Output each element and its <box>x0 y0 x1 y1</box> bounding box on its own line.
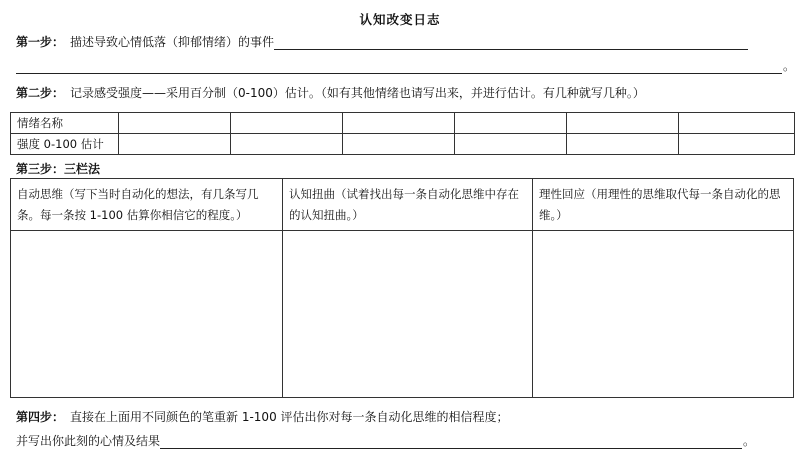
column-rational-response <box>533 179 793 397</box>
intensity-cell[interactable] <box>567 134 679 155</box>
step1-end-mark: 。 <box>783 59 796 73</box>
automatic-thoughts-area[interactable] <box>11 231 282 397</box>
step1-answer-line-2[interactable] <box>16 59 782 74</box>
column-header-cognitive-distortions: 认知扭曲（试着找出每一条自动化思维中存在的认知扭曲。） <box>283 179 532 231</box>
step4-row <box>16 408 509 425</box>
step3-row <box>16 160 106 177</box>
step2-row <box>16 84 645 101</box>
step4-text: 直接在上面用不同颜色的笔重新 1-100 评估出你对每一条自动化思维的相信程度； <box>70 410 509 424</box>
page-title: 认知改变日志 <box>359 12 441 27</box>
rational-response-area[interactable] <box>533 231 793 397</box>
emotion-name-cell[interactable] <box>343 113 455 134</box>
column-cognitive-distortions <box>283 179 533 397</box>
step1-row-2 <box>16 57 795 74</box>
intensity-label: 强度 0-100 估计 <box>11 134 119 155</box>
emotion-name-label: 情绪名称 <box>11 113 119 134</box>
intensity-cell[interactable] <box>679 134 795 155</box>
emotion-name-cell[interactable] <box>119 113 231 134</box>
intensity-row <box>11 134 795 155</box>
intensity-cell[interactable] <box>119 134 231 155</box>
step4-answer-line[interactable] <box>160 434 742 449</box>
step2-text: 记录感受强度——采用百分制（0-100）估计。（如有其他情绪也请写出来，并进行估计。有几种就写几种。） <box>70 86 645 100</box>
step3-label: 第三步：三栏法 <box>16 162 101 176</box>
step2-label: 第二步： <box>16 86 65 100</box>
step4-line2-text: 并写出你此刻的心情及结果 <box>16 434 161 448</box>
emotion-name-cell[interactable] <box>455 113 567 134</box>
column-header-automatic-thoughts: 自动思维（写下当时自动化的想法，有几条写几条。每一条按 1-100 估算你相信它的程度。） <box>11 179 282 231</box>
step4-label: 第四步： <box>16 410 65 424</box>
emotion-name-cell[interactable] <box>231 113 343 134</box>
intensity-cell[interactable] <box>231 134 343 155</box>
emotion-name-cell[interactable] <box>567 113 679 134</box>
emotion-table <box>10 112 795 155</box>
emotion-name-cell[interactable] <box>679 113 795 134</box>
step4-row-2 <box>16 432 755 449</box>
step4-end-mark: 。 <box>743 434 756 448</box>
emotion-name-row <box>11 113 795 134</box>
column-header-rational-response: 理性回应（用理性的思维取代每一条自动化的思维。） <box>533 179 793 231</box>
step1-row <box>16 33 748 50</box>
step1-answer-line[interactable] <box>274 35 748 50</box>
intensity-cell[interactable] <box>455 134 567 155</box>
intensity-cell[interactable] <box>343 134 455 155</box>
three-column-table <box>10 178 794 398</box>
step1-label: 第一步： <box>16 35 65 49</box>
step1-text: 描述导致心情低落（抑郁情绪）的事件 <box>70 35 275 49</box>
column-automatic-thoughts <box>11 179 283 397</box>
cognitive-distortions-area[interactable] <box>283 231 532 397</box>
